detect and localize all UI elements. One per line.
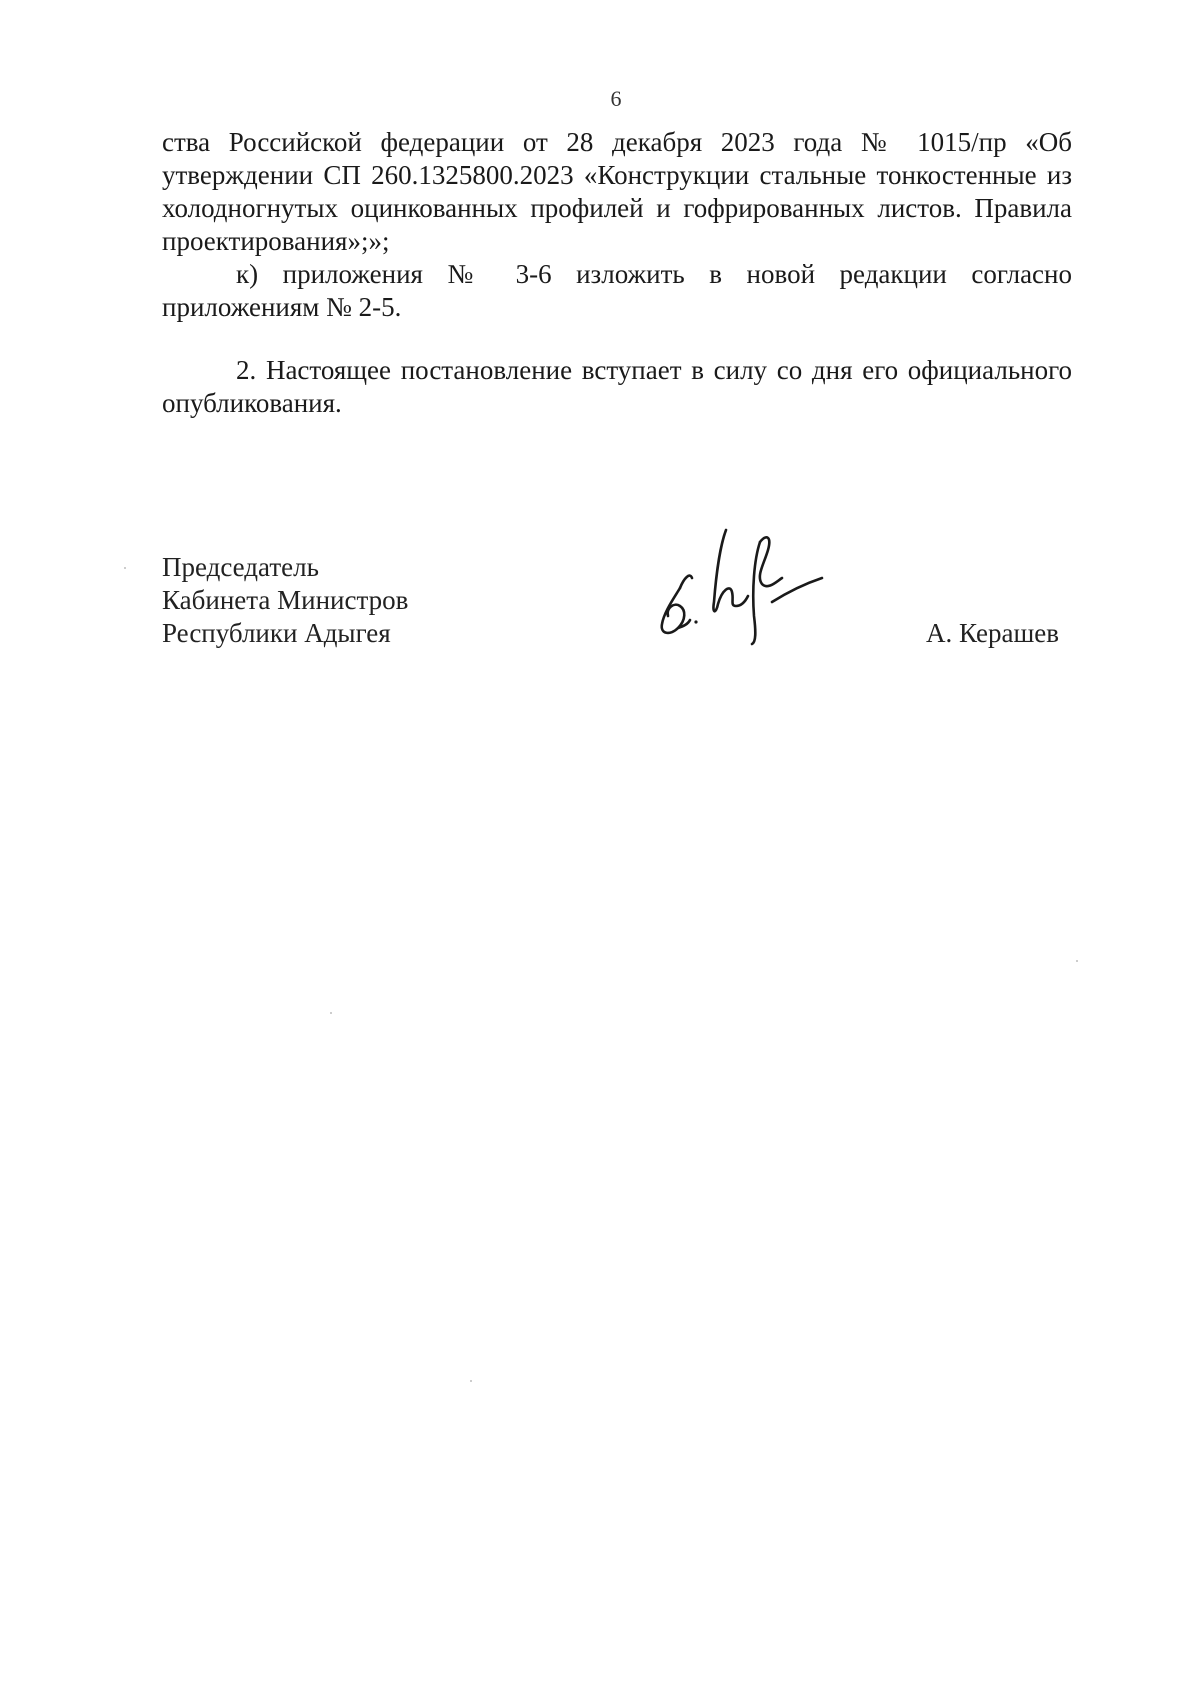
paragraph-effective-date: 2. Настоящее постановление вступает в силу со дня его официального опубликования. — [162, 355, 1072, 418]
handwritten-signature — [650, 520, 830, 650]
scan-speck — [1076, 960, 1078, 962]
scan-speck — [470, 1380, 472, 1382]
document-body — [162, 126, 1072, 420]
signatory-name: А. Керашев — [926, 618, 1059, 648]
signatory-title-line-1: Председатель — [162, 552, 319, 582]
paragraph-continuation: ства Российской федерации от 28 декабря 2023 года № 1015/пр «Об утверждении СП 260.1325800.2023 «Конструкции стальные тонкостенные из холодногнутых оцинкованных профилей и гофрированных листов. Правила проектирования»;»; — [162, 127, 1072, 256]
signatory-title-line-3: Республики Адыгея — [162, 618, 391, 648]
signatory-title — [162, 551, 408, 650]
signatory-title-line-2: Кабинета Министров — [162, 585, 409, 615]
paragraph-appendices: к) приложения № 3-6 изложить в новой редакции согласно приложениям № 2-5. — [162, 259, 1072, 322]
page-number: 6 — [610, 86, 622, 111]
scan-speck — [330, 1012, 332, 1014]
scan-speck — [124, 567, 126, 569]
